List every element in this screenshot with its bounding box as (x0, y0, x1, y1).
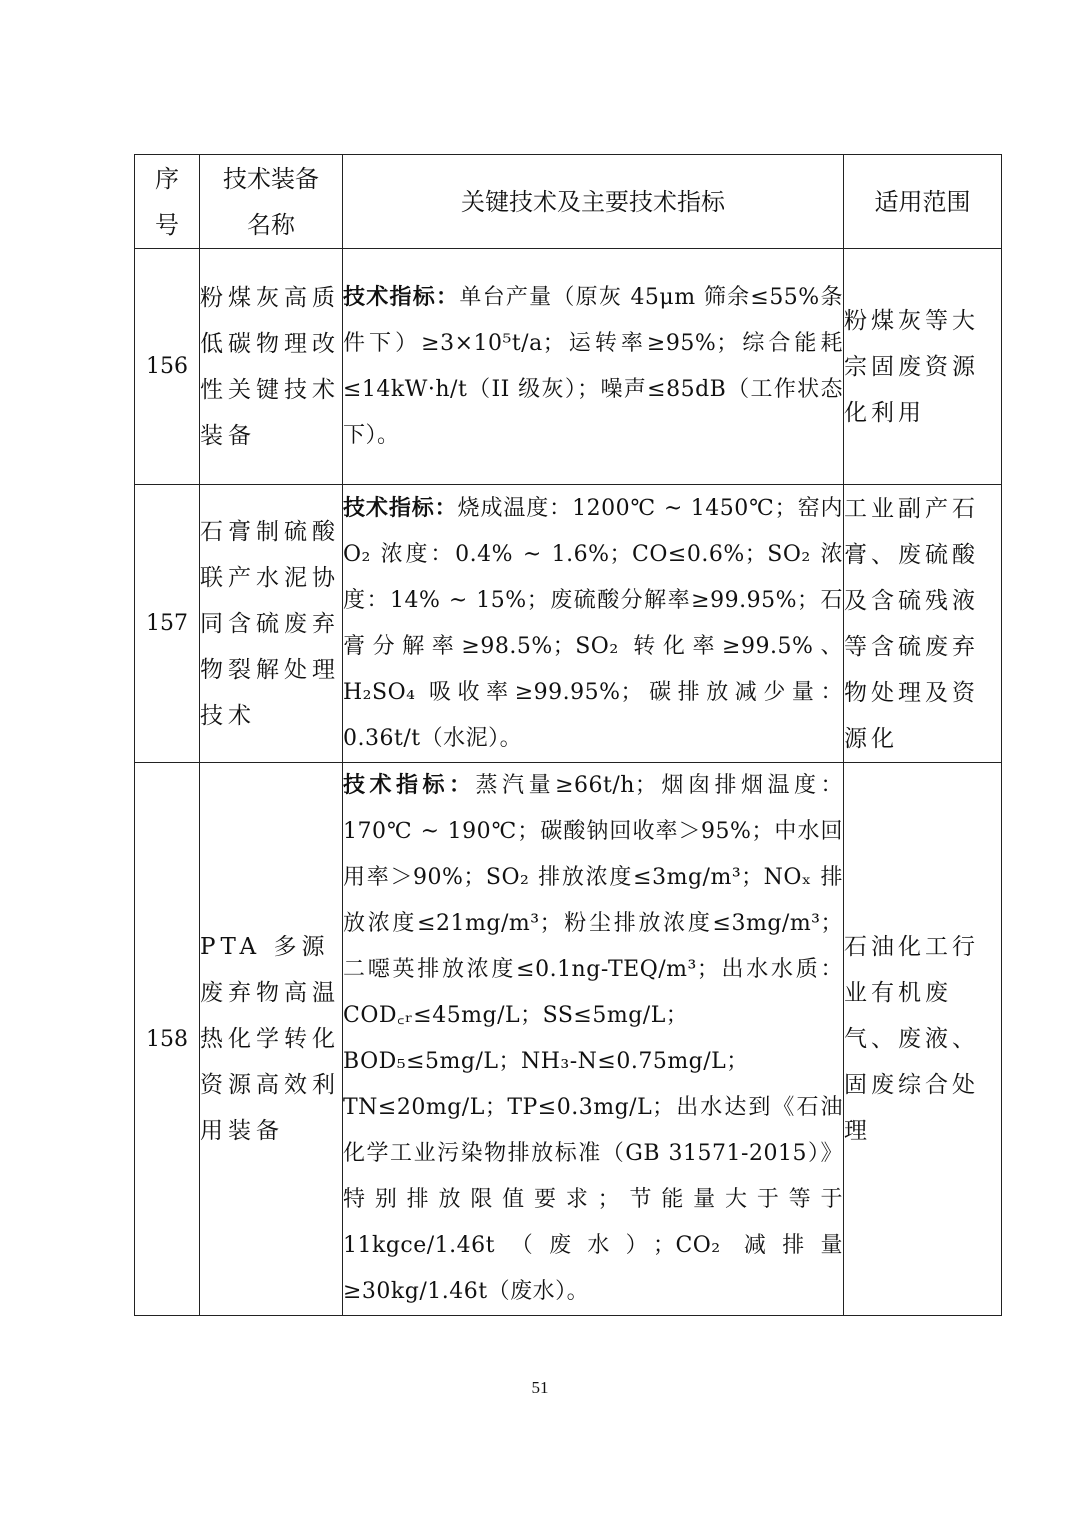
page-number: 51 (531, 1378, 549, 1397)
row-scope: 工业副产石膏、废硫酸及含硫残液等含硫废弃物处理及资源化 (844, 485, 1002, 763)
row-seq: 158 (135, 763, 200, 1316)
row-tech (343, 249, 844, 485)
row-scope: 石油化工行业有机废气、废液、固废综合处理 (844, 763, 1002, 1316)
tech-text: 蒸汽量≥66t/h；烟囱排烟温度：170℃ ~ 190℃；碳酸钠回收率＞95%；中水回用率＞90%；SO₂ 排放浓度≤3mg/m³；NOₓ 排放浓度≤21mg/m³；粉尘排放浓度≤3mg/m³；二噁英排放浓度≤0.1ng-TEQ/m³；出水水质：COD꜀ᵣ≤45mg/L；SS≤5mg/L；BOD₅≤5mg/L；NH₃-N≤0.75mg/L；TN≤20mg/L；TP≤0.3mg/L；出水达到《石油化学工业污染物排放标准（GB 31571-2015）》特别排放限值要求；节能量大于等于 11kgce/1.46t（废水）；CO₂ 减排量≥30kg/1.46t（废水）。 (343, 773, 843, 1304)
row-name: 石膏制硫酸联产水泥协同含硫废弃物裂解处理技术 (200, 485, 343, 763)
header-seq: 序号 (135, 155, 200, 249)
tech-label: 技术指标： (343, 773, 476, 798)
row-tech (343, 485, 844, 763)
table-header-row (135, 155, 1002, 249)
header-tech: 关键技术及主要技术指标 (343, 155, 844, 249)
technology-table (134, 154, 1002, 1316)
row-seq: 157 (135, 485, 200, 763)
row-seq: 156 (135, 249, 200, 485)
row-scope: 粉煤灰等大宗固废资源化利用 (844, 249, 1002, 485)
row-tech (343, 763, 844, 1316)
tech-text: 单台产量（原灰 45μm 筛余≤55%条件下）≥3×10⁵t/a；运转率≥95%；综合能耗≤14kW·h/t（II 级灰）；噪声≤85dB（工作状态下）。 (343, 284, 843, 448)
table-row (135, 249, 1002, 485)
header-name: 技术装备名称 (200, 155, 343, 249)
tech-label: 技术指标： (343, 284, 460, 310)
header-scope: 适用范围 (844, 155, 1002, 249)
table-row (135, 763, 1002, 1316)
tech-label: 技术指标： (343, 495, 458, 521)
row-name: 粉煤灰高质低碳物理改性关键技术装备 (200, 249, 343, 485)
tech-text: 烧成温度：1200℃ ~ 1450℃；窑内 O₂ 浓度：0.4% ~ 1.6%；CO≤0.6%；SO₂ 浓度：14% ~ 15%；废硫酸分解率≥99.95%；石膏分解率≥98.5%；SO₂ 转化率≥99.5%、H₂SO₄ 吸收率≥99.95%；碳排放减少量：0.36t/t（水泥）。 (343, 495, 843, 751)
row-name: PTA 多源废弃物高温热化学转化资源高效利用装备 (200, 763, 343, 1316)
table-row (135, 485, 1002, 763)
